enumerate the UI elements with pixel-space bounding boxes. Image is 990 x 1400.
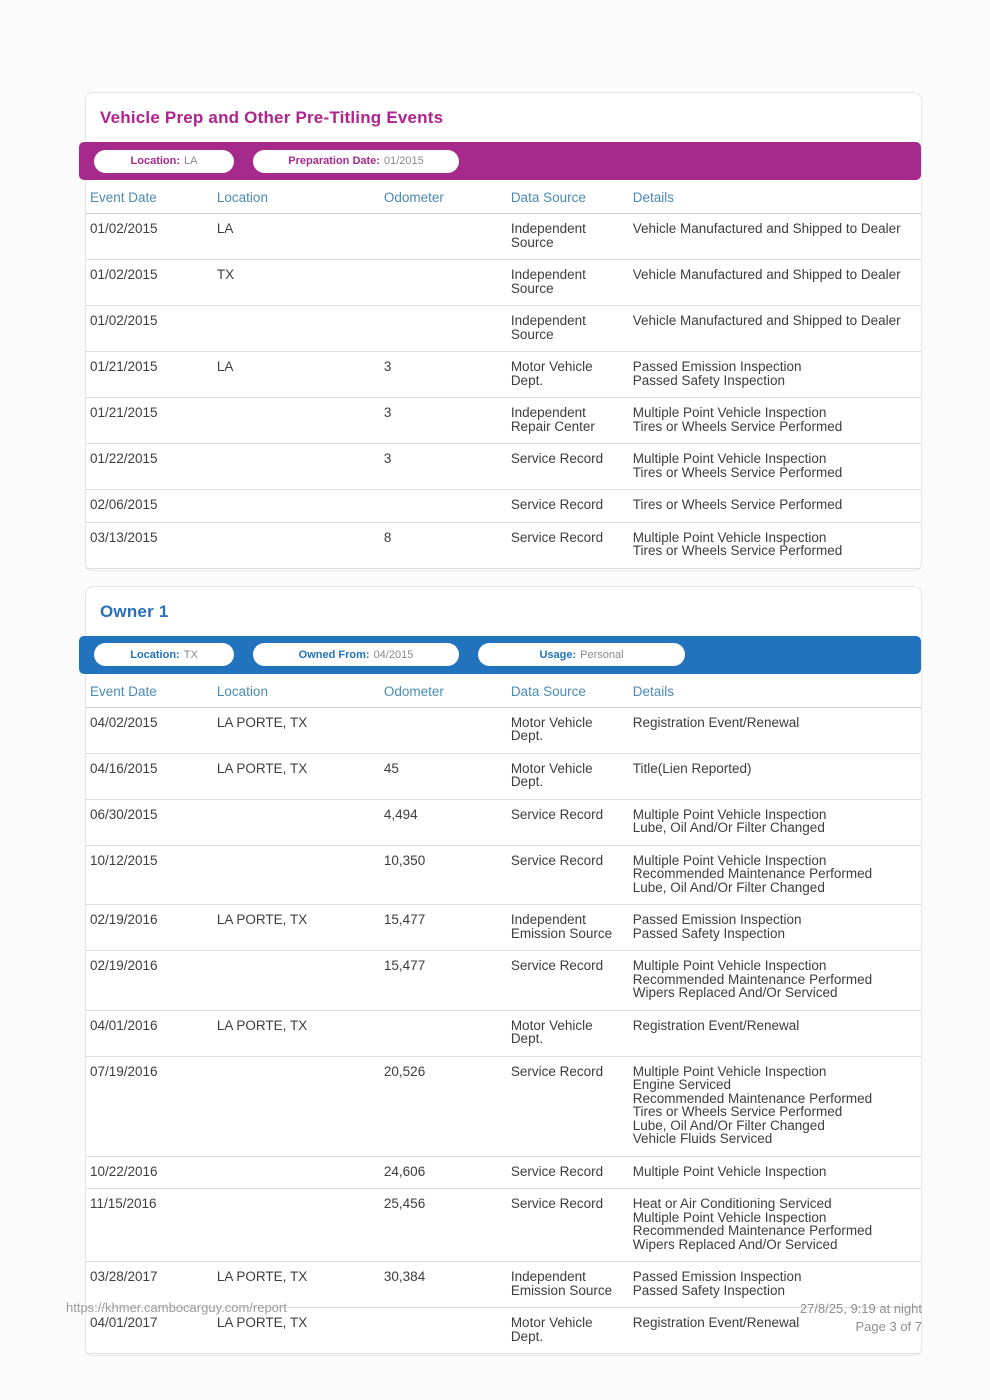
data-source-cell: Service Record bbox=[507, 799, 629, 845]
details-line: Heat or Air Conditioning Serviced bbox=[632, 1196, 832, 1211]
details-line: Wipers Replaced And/Or Serviced bbox=[632, 985, 838, 1000]
details-line: Tires or Wheels Service Performed bbox=[632, 1104, 843, 1119]
details-line: Passed Safety Inspection bbox=[632, 1282, 786, 1298]
badge-label: Location: bbox=[130, 648, 180, 661]
footer-page-number: Page 3 of 7 bbox=[855, 1319, 922, 1334]
details-cell bbox=[629, 1056, 921, 1156]
table-row bbox=[86, 1189, 921, 1262]
table-row bbox=[86, 522, 921, 568]
data-source-cell: Independent Emission Source bbox=[507, 905, 629, 951]
details-cell bbox=[629, 951, 921, 1011]
column-header: Data Source bbox=[507, 674, 629, 708]
data-source-cell: Motor Vehicle Dept. bbox=[507, 707, 629, 753]
data-source-cell: Motor Vehicle Dept. bbox=[507, 1308, 629, 1354]
details-cell bbox=[629, 306, 921, 352]
details-cell bbox=[629, 260, 921, 306]
odometer-cell: 15,477 bbox=[380, 905, 507, 951]
column-header: Location bbox=[213, 180, 380, 214]
owned-from-badge bbox=[253, 643, 459, 666]
details-cell bbox=[629, 799, 921, 845]
location-cell bbox=[213, 522, 380, 568]
details-line: Engine Serviced bbox=[632, 1077, 732, 1092]
event-date-cell: 01/02/2015 bbox=[86, 214, 213, 260]
data-source-cell: Independent Source bbox=[507, 260, 629, 306]
data-source-cell: Service Record bbox=[507, 522, 629, 568]
badge-label: Preparation Date: bbox=[288, 155, 380, 167]
data-source-cell: Motor Vehicle Dept. bbox=[507, 1010, 629, 1056]
section-card bbox=[85, 92, 922, 571]
details-line: Multiple Point Vehicle Inspection bbox=[632, 1063, 827, 1079]
event-date-cell: 03/28/2017 bbox=[86, 1262, 213, 1308]
details-line: Tires or Wheels Service Performed bbox=[632, 543, 843, 558]
location-cell: TX bbox=[213, 260, 380, 306]
events-table bbox=[86, 180, 921, 569]
table-row bbox=[86, 260, 921, 306]
details-line: Vehicle Manufactured and Shipped to Dealer bbox=[632, 221, 901, 236]
location-cell bbox=[213, 951, 380, 1011]
odometer-cell: 15,477 bbox=[380, 951, 507, 1011]
table-row bbox=[86, 352, 921, 398]
table-row bbox=[86, 1056, 921, 1156]
badge-value: Personal bbox=[580, 648, 624, 661]
section-title: Owner 1 bbox=[100, 601, 169, 621]
table-row bbox=[86, 490, 921, 523]
badge-value: 01/2015 bbox=[383, 155, 424, 167]
odometer-cell: 3 bbox=[380, 398, 507, 444]
odometer-cell: 45 bbox=[380, 753, 507, 799]
location-cell: LA PORTE, TX bbox=[213, 1308, 380, 1354]
data-source-cell: Independent Emission Source bbox=[507, 1262, 629, 1308]
event-date-cell: 07/19/2016 bbox=[86, 1056, 213, 1156]
details-cell bbox=[629, 444, 921, 490]
details-line: Multiple Point Vehicle Inspection bbox=[632, 1163, 827, 1179]
odometer-cell: 20,526 bbox=[380, 1056, 507, 1156]
event-date-cell: 04/16/2015 bbox=[86, 753, 213, 799]
odometer-cell: 8 bbox=[380, 522, 507, 568]
event-date-cell: 02/19/2016 bbox=[86, 951, 213, 1011]
table-row bbox=[86, 845, 921, 905]
details-line: Vehicle Fluids Serviced bbox=[632, 1131, 773, 1146]
details-line: Passed Safety Inspection bbox=[632, 372, 786, 388]
location-cell bbox=[213, 306, 380, 352]
report-content bbox=[85, 92, 922, 1371]
table-header-row bbox=[86, 674, 921, 708]
details-cell bbox=[629, 352, 921, 398]
details-line: Tires or Wheels Service Performed bbox=[632, 464, 843, 480]
event-date-cell: 01/02/2015 bbox=[86, 260, 213, 306]
event-date-cell: 04/01/2017 bbox=[86, 1308, 213, 1354]
event-date-cell: 10/22/2016 bbox=[86, 1156, 213, 1189]
events-table bbox=[86, 674, 921, 1355]
usage-badge bbox=[478, 643, 685, 666]
details-line: Registration Event/Renewal bbox=[632, 714, 800, 730]
section-info-band bbox=[79, 636, 921, 674]
odometer-cell bbox=[380, 260, 507, 306]
data-source-cell: Service Record bbox=[507, 1056, 629, 1156]
odometer-cell: 3 bbox=[380, 444, 507, 490]
details-line: Multiple Point Vehicle Inspection bbox=[632, 852, 827, 868]
details-line: Lube, Oil And/Or Filter Changed bbox=[632, 879, 825, 895]
table-row bbox=[86, 799, 921, 845]
event-date-cell: 06/30/2015 bbox=[86, 799, 213, 845]
data-source-cell: Service Record bbox=[507, 1189, 629, 1262]
odometer-cell bbox=[380, 707, 507, 753]
badge-label: Usage: bbox=[539, 648, 577, 661]
details-line: Recommended Maintenance Performed bbox=[632, 971, 873, 987]
details-line: Multiple Point Vehicle Inspection bbox=[632, 806, 827, 822]
details-cell bbox=[629, 214, 921, 260]
event-date-cell: 02/06/2015 bbox=[86, 490, 213, 523]
data-source-cell: Independent Repair Center bbox=[507, 398, 629, 444]
event-date-cell: 03/13/2015 bbox=[86, 522, 213, 568]
section-info-band bbox=[79, 142, 921, 180]
details-line: Tires or Wheels Service Performed bbox=[632, 418, 843, 434]
details-line: Wipers Replaced And/Or Serviced bbox=[632, 1236, 838, 1252]
event-date-cell: 01/22/2015 bbox=[86, 444, 213, 490]
page-footer bbox=[66, 1300, 922, 1336]
data-source-cell: Service Record bbox=[507, 490, 629, 523]
details-line: Registration Event/Renewal bbox=[632, 1315, 800, 1330]
event-date-cell: 04/02/2015 bbox=[86, 707, 213, 753]
section-card bbox=[85, 586, 922, 1357]
details-line: Lube, Oil And/Or Filter Changed bbox=[632, 820, 825, 835]
badge-value: LA bbox=[184, 155, 198, 167]
details-line: Registration Event/Renewal bbox=[632, 1017, 800, 1033]
location-cell: LA PORTE, TX bbox=[213, 1262, 380, 1308]
table-row bbox=[86, 905, 921, 951]
details-line: Passed Emission Inspection bbox=[632, 359, 802, 374]
location-cell: LA PORTE, TX bbox=[213, 753, 380, 799]
location-cell bbox=[213, 1156, 380, 1189]
location-badge bbox=[94, 150, 234, 173]
data-source-cell: Service Record bbox=[507, 1156, 629, 1189]
odometer-cell: 4,494 bbox=[380, 799, 507, 845]
table-row bbox=[86, 1010, 921, 1056]
event-date-cell: 01/21/2015 bbox=[86, 352, 213, 398]
details-cell bbox=[629, 707, 921, 753]
odometer-cell bbox=[380, 214, 507, 260]
details-line: Multiple Point Vehicle Inspection bbox=[632, 958, 827, 973]
badge-value: TX bbox=[183, 648, 198, 661]
table-header-row bbox=[86, 180, 921, 214]
column-header: Details bbox=[629, 674, 921, 708]
details-line: Passed Safety Inspection bbox=[632, 925, 786, 941]
odometer-cell bbox=[380, 1010, 507, 1056]
details-line: Multiple Point Vehicle Inspection bbox=[632, 451, 827, 466]
event-date-cell: 01/02/2015 bbox=[86, 306, 213, 352]
column-header: Event Date bbox=[86, 674, 213, 708]
location-cell bbox=[213, 1189, 380, 1262]
details-line: Vehicle Manufactured and Shipped to Dealer bbox=[632, 267, 901, 282]
table-row bbox=[86, 1156, 921, 1189]
details-cell bbox=[629, 1189, 921, 1262]
report-url: https://khmer.cambocarguy.com/report bbox=[66, 1300, 287, 1315]
sections bbox=[85, 92, 922, 1356]
location-cell bbox=[213, 490, 380, 523]
location-cell: LA bbox=[213, 352, 380, 398]
details-cell bbox=[629, 905, 921, 951]
column-header: Details bbox=[629, 180, 921, 214]
location-cell: LA PORTE, TX bbox=[213, 707, 380, 753]
details-cell bbox=[629, 1156, 921, 1189]
event-date-cell: 11/15/2016 bbox=[86, 1189, 213, 1262]
footer-meta bbox=[800, 1300, 922, 1336]
location-cell: LA PORTE, TX bbox=[213, 905, 380, 951]
location-cell bbox=[213, 845, 380, 905]
event-date-cell: 01/21/2015 bbox=[86, 398, 213, 444]
odometer-cell: 30,384 bbox=[380, 1262, 507, 1308]
details-line: Vehicle Manufactured and Shipped to Dealer bbox=[632, 313, 901, 328]
data-source-cell: Service Record bbox=[507, 845, 629, 905]
details-cell bbox=[629, 753, 921, 799]
event-date-cell: 10/12/2015 bbox=[86, 845, 213, 905]
location-cell bbox=[213, 1056, 380, 1156]
badge-value: 04/2015 bbox=[373, 648, 414, 661]
data-source-cell: Service Record bbox=[507, 951, 629, 1011]
location-cell bbox=[213, 444, 380, 490]
section-title: Vehicle Prep and Other Pre-Titling Events bbox=[100, 108, 444, 127]
details-cell bbox=[629, 490, 921, 523]
details-line: Recommended Maintenance Performed bbox=[632, 1223, 873, 1238]
column-header: Event Date bbox=[86, 180, 213, 214]
odometer-cell bbox=[380, 490, 507, 523]
data-source-cell: Independent Source bbox=[507, 306, 629, 352]
footer-datetime: 27/8/25, 9:19 at night bbox=[799, 1301, 922, 1316]
details-line: Title(Lien Reported) bbox=[632, 760, 752, 776]
location-cell bbox=[213, 799, 380, 845]
column-header: Data Source bbox=[507, 180, 629, 214]
details-line: Multiple Point Vehicle Inspection bbox=[632, 1209, 827, 1225]
odometer-cell: 24,606 bbox=[380, 1156, 507, 1189]
details-line: Multiple Point Vehicle Inspection bbox=[632, 405, 827, 420]
details-cell bbox=[629, 398, 921, 444]
details-line: Recommended Maintenance Performed bbox=[632, 866, 873, 881]
data-source-cell: Motor Vehicle Dept. bbox=[507, 753, 629, 799]
table-row bbox=[86, 444, 921, 490]
event-date-cell: 04/01/2016 bbox=[86, 1010, 213, 1056]
data-source-cell: Motor Vehicle Dept. bbox=[507, 352, 629, 398]
location-cell bbox=[213, 398, 380, 444]
location-cell: LA PORTE, TX bbox=[213, 1010, 380, 1056]
odometer-cell: 3 bbox=[380, 352, 507, 398]
badge-label: Location: bbox=[130, 155, 181, 167]
details-line: Tires or Wheels Service Performed bbox=[632, 497, 843, 512]
details-line: Lube, Oil And/Or Filter Changed bbox=[632, 1117, 825, 1133]
table-row bbox=[86, 306, 921, 352]
odometer-cell: 10,350 bbox=[380, 845, 507, 905]
event-date-cell: 02/19/2016 bbox=[86, 905, 213, 951]
preparation-date-badge bbox=[253, 150, 459, 173]
location-cell: LA bbox=[213, 214, 380, 260]
details-line: Recommended Maintenance Performed bbox=[632, 1090, 873, 1106]
badge-label: Owned From: bbox=[298, 648, 370, 661]
column-header: Odometer bbox=[380, 180, 507, 214]
odometer-cell: 25,456 bbox=[380, 1189, 507, 1262]
column-header: Location bbox=[213, 674, 380, 708]
table-row bbox=[86, 707, 921, 753]
table-row bbox=[86, 398, 921, 444]
odometer-cell bbox=[380, 306, 507, 352]
details-cell bbox=[629, 1010, 921, 1056]
details-cell bbox=[629, 522, 921, 568]
data-source-cell: Independent Source bbox=[507, 214, 629, 260]
table-row bbox=[86, 214, 921, 260]
data-source-cell: Service Record bbox=[507, 444, 629, 490]
details-line: Multiple Point Vehicle Inspection bbox=[632, 529, 827, 545]
location-badge bbox=[94, 643, 234, 666]
column-header: Odometer bbox=[380, 674, 507, 708]
details-line: Passed Emission Inspection bbox=[632, 912, 802, 927]
table-row bbox=[86, 951, 921, 1011]
details-line: Passed Emission Inspection bbox=[632, 1269, 802, 1284]
details-cell bbox=[629, 845, 921, 905]
table-row bbox=[86, 753, 921, 799]
